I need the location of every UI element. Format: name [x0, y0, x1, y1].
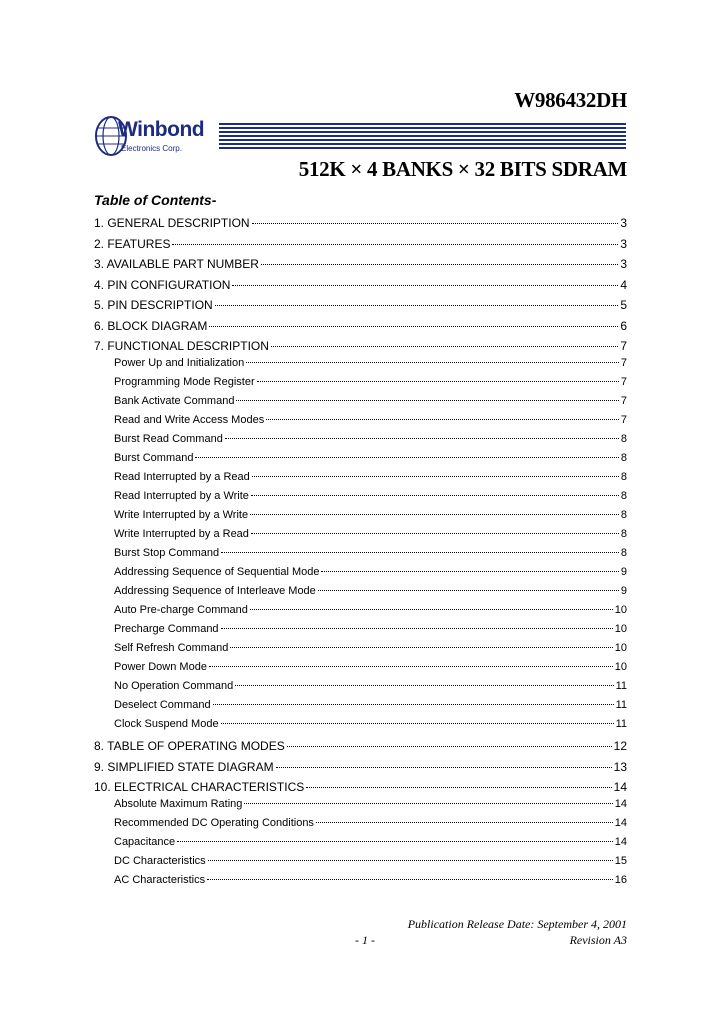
- toc-leader-dots: [177, 840, 613, 842]
- revision: Revision A3: [569, 933, 627, 947]
- toc-leader-dots: [195, 456, 618, 458]
- toc-entry-title: Read Interrupted by a Read: [114, 471, 250, 483]
- toc-leader-dots: [236, 399, 618, 401]
- toc-leader-dots: [251, 494, 619, 496]
- toc-entry-page: 10: [614, 604, 627, 616]
- toc-leader-dots: [172, 243, 618, 245]
- toc-leader-dots: [221, 551, 619, 553]
- toc-leader-dots: [252, 222, 619, 224]
- toc-entry-title: 5. PIN DESCRIPTION: [94, 298, 213, 312]
- toc-entry-page: 7: [620, 339, 627, 353]
- toc-entry-title: 9. SIMPLIFIED STATE DIAGRAM: [94, 759, 274, 774]
- toc-entry[interactable]: [114, 855, 627, 871]
- toc-leader-dots: [318, 589, 619, 591]
- toc-heading: Table of Contents-: [94, 192, 217, 208]
- toc-entry-title: Burst Stop Command: [114, 547, 220, 559]
- toc-entry[interactable]: [114, 661, 627, 677]
- toc-entry-page: 8: [620, 509, 627, 521]
- toc-entry-title: No Operation Command: [114, 680, 234, 692]
- toc-entry-page: 8: [620, 452, 627, 464]
- toc-entry-title: 6. BLOCK DIAGRAM: [94, 318, 208, 333]
- toc-leader-dots: [250, 608, 613, 610]
- toc-entry-title: AC Characteristics: [114, 874, 206, 886]
- toc-entry[interactable]: [114, 528, 627, 544]
- toc-entry-title: Deselect Command: [114, 699, 211, 711]
- toc-entry-page: 7: [620, 414, 627, 426]
- toc-leader-dots: [316, 821, 613, 823]
- toc-entry-title: Capacitance: [114, 836, 176, 848]
- toc-entry-page: 5: [620, 298, 627, 312]
- logo-subtext: Electronics Corp.: [121, 144, 182, 153]
- toc-entry-page: 9: [620, 566, 627, 578]
- toc-entry[interactable]: [114, 718, 627, 734]
- toc-entry[interactable]: [114, 642, 627, 658]
- toc-entry-page: 4: [620, 277, 627, 292]
- toc-entry-title: 10. ELECTRICAL CHARACTERISTICS: [94, 780, 305, 794]
- toc-leader-dots: [251, 532, 619, 534]
- toc-leader-dots: [230, 646, 612, 648]
- toc-entry[interactable]: [114, 452, 627, 468]
- toc-entry[interactable]: [114, 798, 627, 814]
- toc-entry[interactable]: [94, 216, 627, 232]
- toc-leader-dots: [321, 570, 618, 572]
- part-number: W986432DH: [514, 88, 627, 112]
- toc-leader-dots: [306, 786, 611, 788]
- toc-entry-title: Precharge Command: [114, 623, 219, 635]
- toc-entry[interactable]: [94, 237, 627, 253]
- toc-leader-dots: [244, 802, 612, 804]
- toc-entry-page: 8: [620, 471, 627, 483]
- toc-entry-title: 3. AVAILABLE PART NUMBER: [94, 257, 259, 271]
- toc-entry[interactable]: [114, 585, 627, 601]
- toc-leader-dots: [221, 722, 614, 724]
- toc-entry-page: 10: [614, 661, 627, 673]
- toc-entry-title: 1. GENERAL DESCRIPTION: [94, 216, 250, 230]
- toc-entry-page: 7: [620, 395, 627, 407]
- toc-entry-title: Self Refresh Command: [114, 642, 229, 654]
- toc-entry[interactable]: [94, 739, 627, 755]
- toc-entry-title: Burst Read Command: [114, 433, 223, 445]
- toc-entry[interactable]: [94, 780, 627, 796]
- toc-entry[interactable]: [114, 680, 627, 696]
- toc-entry-title: 2. FEATURES: [94, 236, 171, 251]
- toc-entry[interactable]: [114, 623, 627, 639]
- toc-entry[interactable]: [94, 339, 627, 355]
- toc-entry[interactable]: [114, 471, 627, 487]
- toc-entry-title: Write Interrupted by a Write: [114, 509, 249, 521]
- toc-leader-dots: [221, 627, 613, 629]
- release-date: Publication Release Date: September 4, 2001: [407, 917, 627, 931]
- toc-entry[interactable]: [94, 278, 627, 294]
- toc-leader-dots: [235, 684, 613, 686]
- toc-leader-dots: [261, 263, 618, 265]
- toc-entry-page: 15: [614, 855, 627, 867]
- toc-entry-page: 8: [620, 547, 627, 559]
- toc-entry-page: 3: [620, 257, 627, 271]
- toc-entry-title: Programming Mode Register: [114, 376, 255, 388]
- toc-entry-page: 14: [614, 798, 627, 810]
- toc-entry-title: Recommended DC Operating Conditions: [114, 817, 314, 829]
- toc-entry-title: Clock Suspend Mode: [114, 718, 219, 730]
- toc-leader-dots: [266, 418, 619, 420]
- toc-entry-title: 7. FUNCTIONAL DESCRIPTION: [94, 339, 269, 353]
- toc-entry-page: 12: [613, 739, 627, 753]
- toc-entry-page: 7: [620, 357, 627, 369]
- toc-leader-dots: [257, 380, 619, 382]
- toc-entry-page: 7: [620, 376, 627, 388]
- toc-leader-dots: [252, 475, 619, 477]
- winbond-logo: [94, 114, 224, 162]
- toc-entry[interactable]: [114, 509, 627, 525]
- toc-entry[interactable]: [114, 357, 627, 373]
- toc-entry-page: 3: [620, 216, 627, 230]
- toc-leader-dots: [215, 304, 619, 306]
- toc-entry-title: Addressing Sequence of Sequential Mode: [114, 566, 320, 578]
- toc-leader-dots: [276, 766, 612, 768]
- toc-entry[interactable]: [114, 817, 627, 833]
- toc-entry-page: 11: [615, 680, 627, 692]
- toc-entry-title: Burst Command: [114, 452, 194, 464]
- toc-leader-dots: [207, 878, 613, 880]
- toc-entry[interactable]: [114, 395, 627, 411]
- toc-entry[interactable]: [114, 874, 627, 890]
- toc-leader-dots: [209, 325, 618, 327]
- toc-entry-title: Auto Pre-charge Command: [114, 604, 248, 616]
- toc-leader-dots: [246, 361, 619, 363]
- toc-entry[interactable]: [114, 414, 627, 430]
- toc-entry-title: Power Down Mode: [114, 661, 207, 673]
- toc-entry-page: 10: [614, 623, 627, 635]
- toc-entry-title: Bank Activate Command: [114, 395, 235, 407]
- toc-entry-page: 14: [614, 817, 627, 829]
- logo-wordmark: Winbond: [118, 118, 205, 141]
- toc-leader-dots: [213, 703, 614, 705]
- toc-entry[interactable]: [114, 604, 627, 620]
- toc-leader-dots: [271, 345, 618, 347]
- toc-entry[interactable]: [114, 376, 627, 392]
- header-stripes: [219, 123, 626, 151]
- toc-entry-page: 8: [620, 490, 627, 502]
- toc-entry-page: 8: [620, 528, 627, 540]
- toc-entry-title: 4. PIN CONFIGURATION: [94, 277, 231, 292]
- toc-entry-title: DC Characteristics: [114, 855, 206, 867]
- toc-entry-page: 3: [620, 236, 627, 251]
- toc-entry[interactable]: [114, 566, 627, 582]
- toc-entry[interactable]: [114, 490, 627, 506]
- toc-entry-title: 8. TABLE OF OPERATING MODES: [94, 739, 285, 753]
- toc-entry-page: 10: [614, 642, 627, 654]
- toc-leader-dots: [209, 665, 613, 667]
- toc-leader-dots: [208, 859, 613, 861]
- toc-leader-dots: [250, 513, 619, 515]
- toc-entry-page: 16: [614, 874, 627, 886]
- toc-entry[interactable]: [114, 836, 627, 852]
- toc-entry-title: Write Interrupted by a Read: [114, 528, 249, 540]
- toc-entry-page: 11: [615, 718, 627, 730]
- toc-entry[interactable]: [94, 319, 627, 335]
- toc-entry-page: 6: [620, 318, 627, 333]
- toc-entry[interactable]: [114, 699, 627, 715]
- toc-entry-page: 9: [620, 585, 627, 597]
- toc-leader-dots: [287, 745, 612, 747]
- toc-entry[interactable]: [94, 760, 627, 776]
- toc-entry[interactable]: [114, 547, 627, 563]
- toc-leader-dots: [232, 284, 618, 286]
- toc-entry-page: 14: [614, 836, 627, 848]
- toc-entry[interactable]: [114, 433, 627, 449]
- toc-leader-dots: [225, 437, 619, 439]
- toc-entry-title: Power Up and Initialization: [114, 357, 245, 369]
- toc-entry-page: 13: [613, 759, 627, 774]
- toc-entry[interactable]: [94, 257, 627, 273]
- toc-entry-title: Read Interrupted by a Write: [114, 490, 249, 502]
- toc-entry-title: Read and Write Access Modes: [114, 414, 265, 426]
- toc-entry-page: 11: [615, 699, 627, 711]
- toc-entry[interactable]: [94, 298, 627, 314]
- toc-entry-title: Addressing Sequence of Interleave Mode: [114, 585, 316, 597]
- toc-entry-page: 8: [620, 433, 627, 445]
- toc-entry-title: Absolute Maximum Rating: [114, 798, 243, 810]
- page-number: - 1 -: [355, 933, 375, 947]
- document-title: 512K × 4 BANKS × 32 BITS SDRAM: [298, 157, 627, 181]
- toc-entry-page: 14: [613, 780, 627, 794]
